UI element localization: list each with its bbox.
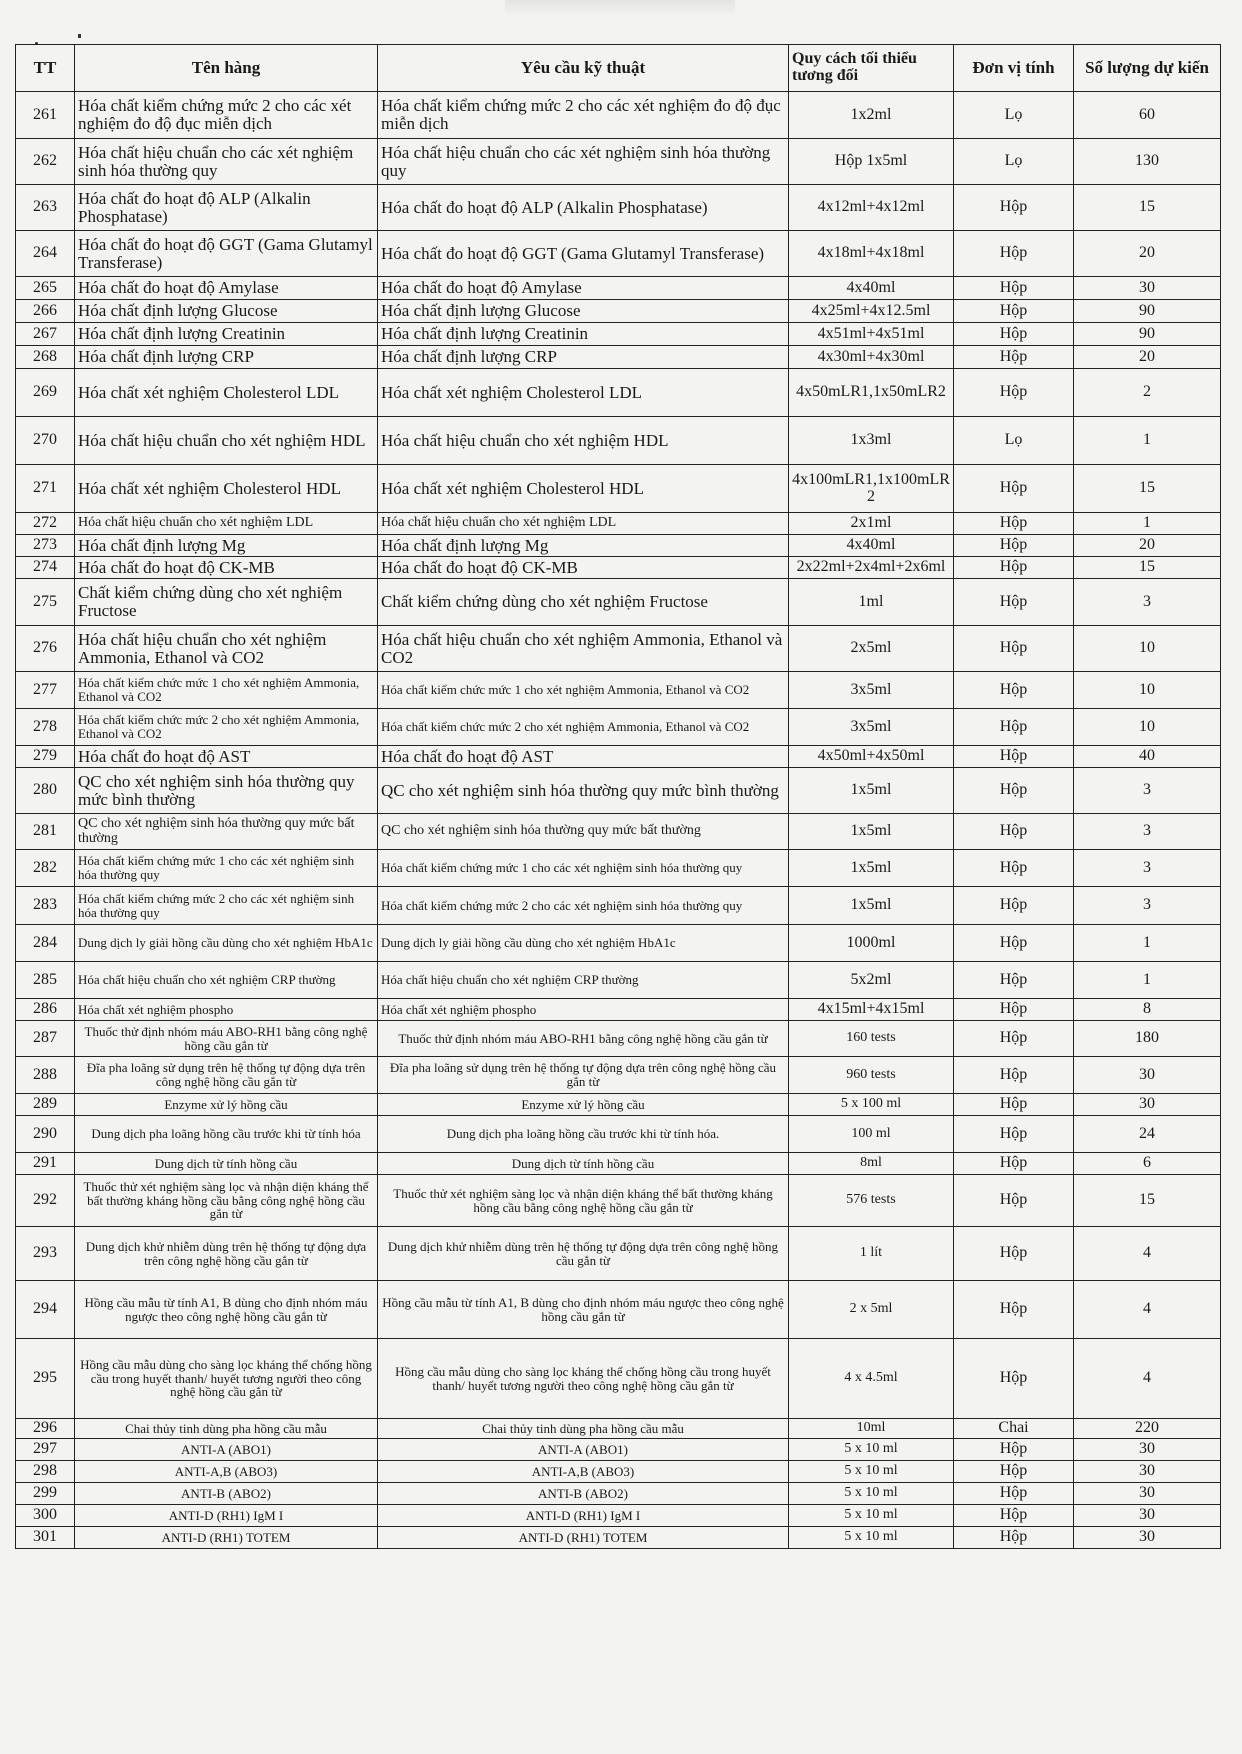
table-row [16, 1021, 1221, 1057]
item-spec: Hóa chất kiểm chức mức 1 cho xét nghiệm Ammonia, Ethanol và CO2 [378, 672, 789, 709]
item-qty: 3 [1074, 887, 1221, 925]
item-qty: 4 [1074, 1227, 1221, 1281]
table-row [16, 746, 1221, 768]
item-spec: Enzyme xử lý hồng cầu [378, 1094, 789, 1116]
item-name: Hồng cầu mẫu dùng cho sàng lọc kháng thể chống hồng cầu trong huyết thanh/ huyết tương người theo công nghệ hồng cầu gắn từ [75, 1339, 378, 1419]
item-qty: 40 [1074, 746, 1221, 768]
table-row [16, 626, 1221, 672]
item-name: Hóa chất định lượng Glucose [75, 300, 378, 323]
item-spec: Hóa chất đo hoạt độ GGT (Gama Glutamyl Transferase) [378, 231, 789, 277]
item-qty: 30 [1074, 1439, 1221, 1461]
row-number: 261 [16, 92, 75, 139]
row-number: 268 [16, 346, 75, 369]
item-qty: 15 [1074, 557, 1221, 579]
item-name: Thuốc thử định nhóm máu ABO-RH1 bằng công nghệ hồng cầu gắn từ [75, 1021, 378, 1057]
item-unit: Hộp [954, 1483, 1074, 1505]
item-pack: 3x5ml [789, 709, 954, 746]
item-name: Dung dịch từ tính hồng cầu [75, 1153, 378, 1175]
item-unit: Hộp [954, 1527, 1074, 1549]
table-row [16, 579, 1221, 626]
row-number: 269 [16, 369, 75, 417]
table-row [16, 1175, 1221, 1227]
item-unit: Hộp [954, 850, 1074, 887]
row-number: 277 [16, 672, 75, 709]
table-row [16, 672, 1221, 709]
item-name: Dung dịch khử nhiễm dùng trên hệ thống tự động dựa trên công nghệ hồng cầu gắn từ [75, 1227, 378, 1281]
table-row [16, 1227, 1221, 1281]
row-number: 262 [16, 139, 75, 185]
item-name: Hóa chất đo hoạt độ AST [75, 746, 378, 768]
item-pack: 4 x 4.5ml [789, 1339, 954, 1419]
item-unit: Lọ [954, 92, 1074, 139]
item-qty: 20 [1074, 346, 1221, 369]
item-spec: Chai thủy tinh dùng pha hồng cầu mẫu [378, 1419, 789, 1439]
item-pack: 10ml [789, 1419, 954, 1439]
row-number: 286 [16, 999, 75, 1021]
item-pack: 4x51ml+4x51ml [789, 323, 954, 346]
row-number: 283 [16, 887, 75, 925]
item-unit: Hộp [954, 999, 1074, 1021]
item-qty: 1 [1074, 925, 1221, 962]
item-pack: 5 x 10 ml [789, 1439, 954, 1461]
item-qty: 3 [1074, 579, 1221, 626]
row-number: 266 [16, 300, 75, 323]
item-unit: Chai [954, 1419, 1074, 1439]
table-row [16, 557, 1221, 579]
item-pack: 4x18ml+4x18ml [789, 231, 954, 277]
table-row [16, 1057, 1221, 1094]
item-name: Chai thủy tinh dùng pha hồng cầu mẫu [75, 1419, 378, 1439]
scan-speck [78, 34, 81, 38]
item-qty: 4 [1074, 1339, 1221, 1419]
item-unit: Hộp [954, 185, 1074, 231]
item-pack: 5 x 100 ml [789, 1094, 954, 1116]
item-spec: QC cho xét nghiệm sinh hóa thường quy mức bình thường [378, 768, 789, 814]
item-unit: Hộp [954, 887, 1074, 925]
item-name: Hóa chất hiệu chuẩn cho xét nghiệm CRP thường [75, 962, 378, 999]
item-name: Hóa chất hiệu chuẩn cho xét nghiệm Ammonia, Ethanol và CO2 [75, 626, 378, 672]
row-number: 274 [16, 557, 75, 579]
item-name: Hóa chất đo hoạt độ Amylase [75, 277, 378, 300]
item-qty: 6 [1074, 1153, 1221, 1175]
row-number: 279 [16, 746, 75, 768]
item-qty: 10 [1074, 672, 1221, 709]
table-row [16, 709, 1221, 746]
row-number: 263 [16, 185, 75, 231]
item-spec: Hóa chất đo hoạt độ Amylase [378, 277, 789, 300]
item-unit: Hộp [954, 1153, 1074, 1175]
item-spec: QC cho xét nghiệm sinh hóa thường quy mức bất thường [378, 814, 789, 850]
item-unit: Hộp [954, 672, 1074, 709]
row-number: 284 [16, 925, 75, 962]
row-number: 270 [16, 417, 75, 465]
table-row [16, 999, 1221, 1021]
item-pack: 4x30ml+4x30ml [789, 346, 954, 369]
item-qty: 3 [1074, 850, 1221, 887]
row-number: 294 [16, 1281, 75, 1339]
row-number: 267 [16, 323, 75, 346]
table-row [16, 1527, 1221, 1549]
item-name: QC cho xét nghiệm sinh hóa thường quy mức bất thường [75, 814, 378, 850]
item-pack: 3x5ml [789, 672, 954, 709]
item-qty: 30 [1074, 1505, 1221, 1527]
item-qty: 3 [1074, 768, 1221, 814]
item-unit: Hộp [954, 323, 1074, 346]
item-spec: Thuốc thử định nhóm máu ABO-RH1 bằng công nghệ hồng cầu gắn từ [378, 1021, 789, 1057]
item-unit: Hộp [954, 1281, 1074, 1339]
item-pack: 1x5ml [789, 814, 954, 850]
item-spec: Hóa chất kiểm chứng mức 2 cho các xét nghiệm sinh hóa thường quy [378, 887, 789, 925]
item-pack: 160 tests [789, 1021, 954, 1057]
item-spec: Thuốc thử xét nghiệm sàng lọc và nhận diện kháng thể bất thường kháng hồng cầu bằng công nghệ hồng cầu gắn từ [378, 1175, 789, 1227]
item-pack: 5 x 10 ml [789, 1527, 954, 1549]
item-qty: 2 [1074, 369, 1221, 417]
item-pack: 1 lít [789, 1227, 954, 1281]
item-name: Dung dịch ly giải hồng cầu dùng cho xét nghiệm HbA1c [75, 925, 378, 962]
item-name: Hóa chất kiểm chứng mức 2 cho các xét nghiệm sinh hóa thường quy [75, 887, 378, 925]
row-number: 290 [16, 1116, 75, 1153]
item-name: Chất kiểm chứng dùng cho xét nghiệm Fructose [75, 579, 378, 626]
item-unit: Hộp [954, 277, 1074, 300]
item-name: ANTI-D (RH1) TOTEM [75, 1527, 378, 1549]
supplies-table [15, 44, 1221, 1549]
table-row [16, 300, 1221, 323]
table-row [16, 369, 1221, 417]
table-row [16, 925, 1221, 962]
item-pack: 4x15ml+4x15ml [789, 999, 954, 1021]
item-unit: Hộp [954, 1057, 1074, 1094]
item-name: Hóa chất xét nghiệm Cholesterol LDL [75, 369, 378, 417]
item-qty: 180 [1074, 1021, 1221, 1057]
item-unit: Hộp [954, 1505, 1074, 1527]
row-number: 288 [16, 1057, 75, 1094]
item-pack: 1ml [789, 579, 954, 626]
item-qty: 10 [1074, 626, 1221, 672]
table-row [16, 535, 1221, 557]
item-unit: Lọ [954, 139, 1074, 185]
item-unit: Hộp [954, 962, 1074, 999]
item-qty: 30 [1074, 277, 1221, 300]
header-spec: Yêu cầu kỹ thuật [378, 45, 789, 92]
item-spec: ANTI-A (ABO1) [378, 1439, 789, 1461]
row-number: 295 [16, 1339, 75, 1419]
item-pack: 100 ml [789, 1116, 954, 1153]
item-name: ANTI-D (RH1) IgM I [75, 1505, 378, 1527]
item-name: QC cho xét nghiệm sinh hóa thường quy mức bình thường [75, 768, 378, 814]
item-spec: Hóa chất đo hoạt độ CK-MB [378, 557, 789, 579]
item-spec: Hóa chất đo hoạt độ AST [378, 746, 789, 768]
item-unit: Hộp [954, 814, 1074, 850]
row-number: 292 [16, 1175, 75, 1227]
row-number: 285 [16, 962, 75, 999]
item-spec: Hóa chất định lượng Mg [378, 535, 789, 557]
item-spec: Hồng cầu mẫu dùng cho sàng lọc kháng thể chống hồng cầu trong huyết thanh/ huyết tương người theo công nghệ hồng cầu gắn từ [378, 1339, 789, 1419]
table-row [16, 92, 1221, 139]
table-row [16, 814, 1221, 850]
header-qty: Số lượng dự kiến [1074, 45, 1221, 92]
item-pack: 2 x 5ml [789, 1281, 954, 1339]
table-row [16, 417, 1221, 465]
item-name: Hóa chất hiệu chuẩn cho các xét nghiệm sinh hóa thường quy [75, 139, 378, 185]
table-row [16, 1483, 1221, 1505]
item-qty: 30 [1074, 1527, 1221, 1549]
item-name: Hóa chất xét nghiệm Cholesterol HDL [75, 465, 378, 513]
item-pack: 1000ml [789, 925, 954, 962]
table-row [16, 1094, 1221, 1116]
item-pack: 2x5ml [789, 626, 954, 672]
item-spec: Hồng cầu mẫu từ tính A1, B dùng cho định nhóm máu ngược theo công nghệ hồng cầu gắn từ [378, 1281, 789, 1339]
item-pack: 1x5ml [789, 768, 954, 814]
item-pack: 2x1ml [789, 513, 954, 535]
item-pack: 576 tests [789, 1175, 954, 1227]
row-number: 282 [16, 850, 75, 887]
item-unit: Hộp [954, 1094, 1074, 1116]
item-spec: Hóa chất xét nghiệm Cholesterol HDL [378, 465, 789, 513]
item-pack: 5x2ml [789, 962, 954, 999]
item-qty: 20 [1074, 231, 1221, 277]
table-row [16, 1461, 1221, 1483]
item-unit: Hộp [954, 709, 1074, 746]
item-spec: Dung dịch pha loãng hồng cầu trước khi từ tính hóa. [378, 1116, 789, 1153]
item-unit: Hộp [954, 1116, 1074, 1153]
item-unit: Hộp [954, 1021, 1074, 1057]
item-pack: 4x100mLR1,1x100mLR 2 [789, 465, 954, 513]
row-number: 271 [16, 465, 75, 513]
item-name: Hóa chất đo hoạt độ GGT (Gama Glutamyl Transferase) [75, 231, 378, 277]
item-qty: 30 [1074, 1057, 1221, 1094]
item-spec: Hóa chất hiệu chuẩn cho xét nghiệm HDL [378, 417, 789, 465]
header-row [16, 45, 1221, 92]
item-spec: Hóa chất định lượng Creatinin [378, 323, 789, 346]
item-pack: 1x5ml [789, 887, 954, 925]
item-qty: 20 [1074, 535, 1221, 557]
item-spec: Hóa chất hiệu chuẩn cho xét nghiệm LDL [378, 513, 789, 535]
item-spec: Dung dịch từ tính hồng cầu [378, 1153, 789, 1175]
row-number: 272 [16, 513, 75, 535]
item-qty: 90 [1074, 323, 1221, 346]
item-pack: 5 x 10 ml [789, 1505, 954, 1527]
row-number: 278 [16, 709, 75, 746]
item-spec: Hóa chất kiểm chứng mức 2 cho các xét nghiệm đo độ đục miễn dịch [378, 92, 789, 139]
item-pack: 960 tests [789, 1057, 954, 1094]
item-unit: Lọ [954, 417, 1074, 465]
item-unit: Hộp [954, 231, 1074, 277]
header-name: Tên hàng [75, 45, 378, 92]
table-row [16, 850, 1221, 887]
item-qty: 10 [1074, 709, 1221, 746]
item-qty: 15 [1074, 465, 1221, 513]
table-row [16, 887, 1221, 925]
item-spec: Hóa chất đo hoạt độ ALP (Alkalin Phosphatase) [378, 185, 789, 231]
item-spec: ANTI-B (ABO2) [378, 1483, 789, 1505]
item-name: Đĩa pha loãng sử dụng trên hệ thống tự động dựa trên công nghệ hồng cầu gắn từ [75, 1057, 378, 1094]
item-qty: 1 [1074, 962, 1221, 999]
item-pack: 1x5ml [789, 850, 954, 887]
table-row [16, 1153, 1221, 1175]
row-number: 265 [16, 277, 75, 300]
item-spec: Hóa chất xét nghiệm phospho [378, 999, 789, 1021]
item-spec: Dung dịch ly giải hồng cầu dùng cho xét nghiệm HbA1c [378, 925, 789, 962]
table-row [16, 1439, 1221, 1461]
item-name: Enzyme xử lý hồng cầu [75, 1094, 378, 1116]
table-row [16, 1116, 1221, 1153]
item-name: Hồng cầu mẫu từ tính A1, B dùng cho định nhóm máu ngược theo công nghệ hồng cầu gắn từ [75, 1281, 378, 1339]
item-qty: 1 [1074, 513, 1221, 535]
row-number: 301 [16, 1527, 75, 1549]
table-row [16, 962, 1221, 999]
item-pack: 1x2ml [789, 92, 954, 139]
table-row [16, 1505, 1221, 1527]
item-pack: 5 x 10 ml [789, 1483, 954, 1505]
item-name: Hóa chất hiệu chuẩn cho xét nghiệm LDL [75, 513, 378, 535]
item-qty: 4 [1074, 1281, 1221, 1339]
item-pack: 4x40ml [789, 277, 954, 300]
item-spec: Hóa chất hiệu chuẩn cho xét nghiệm CRP thường [378, 962, 789, 999]
item-unit: Hộp [954, 925, 1074, 962]
table-row [16, 323, 1221, 346]
item-pack: 4x50mLR1,1x50mLR2 [789, 369, 954, 417]
item-qty: 90 [1074, 300, 1221, 323]
table-row [16, 513, 1221, 535]
row-number: 300 [16, 1505, 75, 1527]
row-number: 276 [16, 626, 75, 672]
row-number: 287 [16, 1021, 75, 1057]
row-number: 297 [16, 1439, 75, 1461]
row-number: 298 [16, 1461, 75, 1483]
table-row [16, 1419, 1221, 1439]
item-spec: Chất kiểm chứng dùng cho xét nghiệm Fructose [378, 579, 789, 626]
row-number: 293 [16, 1227, 75, 1281]
item-unit: Hộp [954, 1439, 1074, 1461]
item-pack: 4x25ml+4x12.5ml [789, 300, 954, 323]
item-qty: 1 [1074, 417, 1221, 465]
table-body [16, 92, 1221, 1549]
item-qty: 24 [1074, 1116, 1221, 1153]
item-qty: 30 [1074, 1094, 1221, 1116]
item-pack: 4x40ml [789, 535, 954, 557]
item-name: Hóa chất đo hoạt độ CK-MB [75, 557, 378, 579]
item-name: ANTI-A (ABO1) [75, 1439, 378, 1461]
item-name: Thuốc thử xét nghiệm sàng lọc và nhận diện kháng thể bất thường kháng hồng cầu bằng công nghệ hồng cầu gắn từ [75, 1175, 378, 1227]
item-spec: Dung dịch khử nhiễm dùng trên hệ thống tự động dựa trên công nghệ hồng cầu gắn từ [378, 1227, 789, 1281]
item-spec: Hóa chất xét nghiệm Cholesterol LDL [378, 369, 789, 417]
table-row [16, 465, 1221, 513]
header-pack: Quy cách tối thiểu tương đối [789, 45, 954, 92]
item-unit: Hộp [954, 346, 1074, 369]
item-pack: 5 x 10 ml [789, 1461, 954, 1483]
item-spec: Đĩa pha loãng sử dụng trên hệ thống tự động dựa trên công nghệ hồng cầu gắn từ [378, 1057, 789, 1094]
table-row [16, 768, 1221, 814]
item-qty: 60 [1074, 92, 1221, 139]
item-name: Hóa chất xét nghiệm phospho [75, 999, 378, 1021]
table-row [16, 1339, 1221, 1419]
item-unit: Hộp [954, 1227, 1074, 1281]
table-row [16, 231, 1221, 277]
item-name: Hóa chất định lượng CRP [75, 346, 378, 369]
row-number: 299 [16, 1483, 75, 1505]
item-spec: Hóa chất hiệu chuẩn cho xét nghiệm Ammonia, Ethanol và CO2 [378, 626, 789, 672]
item-name: Hóa chất kiểm chứng mức 2 cho các xét nghiệm đo độ đục miễn dịch [75, 92, 378, 139]
row-number: 281 [16, 814, 75, 850]
item-qty: 15 [1074, 185, 1221, 231]
row-number: 289 [16, 1094, 75, 1116]
item-unit: Hộp [954, 1461, 1074, 1483]
item-qty: 130 [1074, 139, 1221, 185]
item-unit: Hộp [954, 1175, 1074, 1227]
row-number: 296 [16, 1419, 75, 1439]
table-row [16, 139, 1221, 185]
row-number: 275 [16, 579, 75, 626]
item-qty: 220 [1074, 1419, 1221, 1439]
item-pack: 4x50ml+4x50ml [789, 746, 954, 768]
item-name: Hóa chất kiểm chức mức 1 cho xét nghiệm Ammonia, Ethanol và CO2 [75, 672, 378, 709]
item-spec: Hóa chất định lượng Glucose [378, 300, 789, 323]
item-unit: Hộp [954, 626, 1074, 672]
item-name: Hóa chất định lượng Creatinin [75, 323, 378, 346]
item-unit: Hộp [954, 768, 1074, 814]
table-row [16, 185, 1221, 231]
item-qty: 3 [1074, 814, 1221, 850]
item-unit: Hộp [954, 579, 1074, 626]
item-spec: Hóa chất kiểm chức mức 2 cho xét nghiệm Ammonia, Ethanol và CO2 [378, 709, 789, 746]
item-pack: 4x12ml+4x12ml [789, 185, 954, 231]
item-unit: Hộp [954, 513, 1074, 535]
item-name: Hóa chất hiệu chuẩn cho xét nghiệm HDL [75, 417, 378, 465]
item-name: Hóa chất kiểm chứng mức 1 cho các xét nghiệm sinh hóa thường quy [75, 850, 378, 887]
item-pack: Hộp 1x5ml [789, 139, 954, 185]
item-pack: 1x3ml [789, 417, 954, 465]
item-unit: Hộp [954, 1339, 1074, 1419]
item-name: ANTI-A,B (ABO3) [75, 1461, 378, 1483]
item-spec: ANTI-D (RH1) IgM I [378, 1505, 789, 1527]
item-spec: ANTI-D (RH1) TOTEM [378, 1527, 789, 1549]
row-number: 280 [16, 768, 75, 814]
item-unit: Hộp [954, 535, 1074, 557]
item-name: ANTI-B (ABO2) [75, 1483, 378, 1505]
row-number: 273 [16, 535, 75, 557]
item-qty: 30 [1074, 1461, 1221, 1483]
item-unit: Hộp [954, 465, 1074, 513]
item-pack: 2x22ml+2x4ml+2x6ml [789, 557, 954, 579]
item-unit: Hộp [954, 557, 1074, 579]
item-spec: Hóa chất hiệu chuẩn cho các xét nghiệm sinh hóa thường quy [378, 139, 789, 185]
row-number: 264 [16, 231, 75, 277]
item-qty: 15 [1074, 1175, 1221, 1227]
item-qty: 8 [1074, 999, 1221, 1021]
table-row [16, 1281, 1221, 1339]
item-spec: Hóa chất kiểm chứng mức 1 cho các xét nghiệm sinh hóa thường quy [378, 850, 789, 887]
item-name: Hóa chất định lượng Mg [75, 535, 378, 557]
header-unit: Đơn vị tính [954, 45, 1074, 92]
item-unit: Hộp [954, 369, 1074, 417]
table-row [16, 346, 1221, 369]
item-spec: ANTI-A,B (ABO3) [378, 1461, 789, 1483]
header-tt: TT [16, 45, 75, 92]
item-name: Hóa chất kiểm chức mức 2 cho xét nghiệm Ammonia, Ethanol và CO2 [75, 709, 378, 746]
item-name: Dung dịch pha loãng hồng cầu trước khi từ tính hóa [75, 1116, 378, 1153]
table-row [16, 277, 1221, 300]
item-unit: Hộp [954, 300, 1074, 323]
item-spec: Hóa chất định lượng CRP [378, 346, 789, 369]
row-number: 291 [16, 1153, 75, 1175]
scan-mark [505, 0, 735, 14]
item-pack: 8ml [789, 1153, 954, 1175]
item-unit: Hộp [954, 746, 1074, 768]
item-name: Hóa chất đo hoạt độ ALP (Alkalin Phosphatase) [75, 185, 378, 231]
item-qty: 30 [1074, 1483, 1221, 1505]
